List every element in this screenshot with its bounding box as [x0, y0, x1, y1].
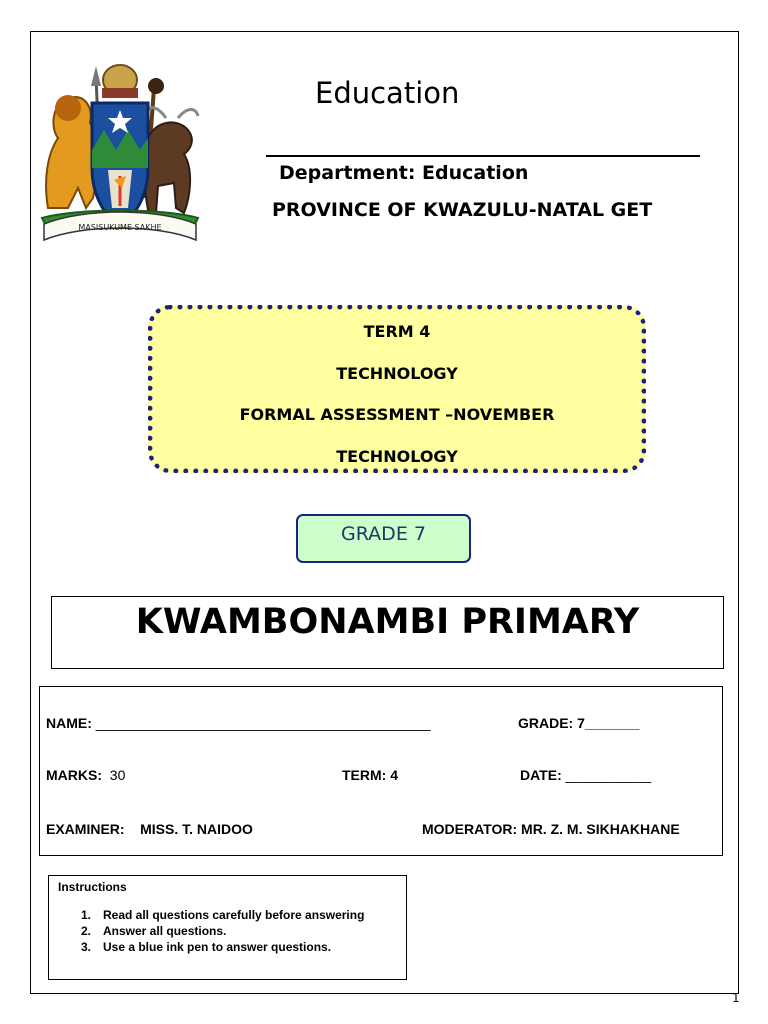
learner-info-box: [39, 686, 723, 856]
marks-field: [46, 767, 125, 783]
examiner-field: [46, 821, 253, 837]
page-number: 1: [732, 991, 740, 1005]
list-item-text: Use a blue ink pen to answer questions.: [103, 940, 332, 954]
grade-badge: GRADE 7: [296, 514, 471, 563]
marks-value: 30: [109, 767, 126, 783]
term-info-box: [148, 305, 646, 473]
instructions-box: [48, 875, 407, 980]
name-label: NAME:: [46, 715, 92, 731]
date-blank: ___________: [565, 767, 652, 783]
province-label: PROVINCE OF KWAZULU-NATAL GET: [272, 199, 653, 221]
date-field[interactable]: [520, 767, 651, 783]
moderator-field: MODERATOR: MR. Z. M. SIKHAKHANE: [422, 821, 680, 837]
subject-line-2: TECHNOLOGY: [336, 447, 458, 466]
date-label: DATE:: [520, 767, 562, 783]
list-item: [81, 923, 364, 939]
instructions-title: Instructions: [58, 880, 127, 894]
list-item: [81, 907, 364, 923]
department-label: Department: Education: [279, 162, 529, 184]
list-item-text: Read all questions carefully before answering: [103, 908, 365, 922]
header-title: Education: [315, 76, 460, 110]
list-item-number: 1.: [81, 908, 92, 922]
school-name: KWAMBONAMBI PRIMARY: [135, 602, 640, 642]
list-item-number: 3.: [81, 940, 92, 954]
instructions-list: [81, 907, 364, 955]
kwazulu-natal-coat-of-arms-icon: [38, 58, 203, 250]
list-item-text: Answer all questions.: [103, 924, 227, 938]
subject-line: TECHNOLOGY: [336, 364, 458, 383]
school-name-box: [51, 596, 724, 669]
assessment-line: FORMAL ASSESSMENT –NOVEMBER: [239, 405, 555, 424]
examiner-value: MISS. T. NAIDOO: [140, 821, 253, 837]
svg-text:MASISUKUME SAKHE: MASISUKUME SAKHE: [78, 223, 162, 232]
examiner-label: EXAMINER:: [46, 821, 125, 837]
list-item: [81, 939, 364, 955]
marks-label: MARKS:: [46, 767, 102, 783]
term-field: TERM: 4: [342, 767, 398, 783]
name-field[interactable]: [46, 715, 431, 731]
list-item-number: 2.: [81, 924, 92, 938]
header-divider: [266, 155, 700, 157]
grade-field[interactable]: GRADE: 7_______: [518, 715, 640, 731]
term-line: TERM 4: [363, 322, 431, 341]
name-blank: ___________________________________________: [95, 715, 431, 731]
